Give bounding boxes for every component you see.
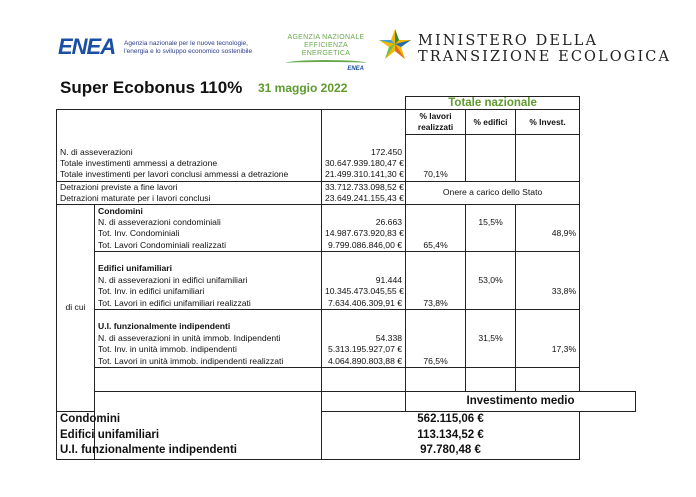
table-row [57,275,636,286]
row-label: Totale investimenti per lavori conclusi ammessi a detrazione [57,169,322,181]
header-label-spacer [57,110,322,135]
row-pct-lavori: 70,1% [406,169,466,181]
agency-mini-mark: ENEA [347,66,364,72]
table-row [57,181,636,193]
row-label: Tot. Inv. Condominiali [95,228,322,239]
row-label: Tot. Inv. in unità immob. indipendenti [95,344,322,355]
agency-line-2: EFFICIENZA ENERGETICA [301,42,351,57]
pct-invest-header: % Invest. [516,110,580,135]
pct-lavori-line-1: % lavori [419,111,452,121]
row-value: 30.647.939.180,47 € [322,158,406,169]
table-row [57,240,636,252]
row-label: N. di asseverazioni condominiali [95,217,322,228]
di-cui-label: di cui [57,205,95,411]
totale-nazionale-header: Totale nazionale [406,97,580,110]
row-pct-invest: 33,8% [516,286,580,297]
row-value: 54.338 [322,333,406,344]
row-value: 33.712.733.098,52 € [322,181,406,193]
table-row [57,344,636,355]
row-value: 4.064.890.803,88 € [322,355,406,367]
section-title-condomini: Condomini [95,205,322,217]
inv-value-indipendenti: 97.780,48 € [322,443,580,459]
pct-edifici-header: % edifici [466,110,516,135]
inv-value-unifamiliari: 113.134,52 € [322,427,580,443]
pct-lavori-header [406,110,466,135]
table-row [57,169,636,181]
agency-logo [280,34,372,72]
row-label: Tot. Lavori Condominiali realizzati [95,240,322,252]
ecobonus-table [56,96,636,460]
row-label: N. di asseverazioni in unità immob. Indipendenti [95,333,322,344]
table-row [57,217,636,228]
table-row [57,355,636,367]
row-pct-lavori: 65,4% [406,240,466,252]
row-pct-edifici: 15,5% [466,217,516,228]
row-label: Tot. Lavori in unità immob. indipendenti realizzati [95,355,322,367]
row-label: Detrazioni previste a fine lavori [57,181,322,193]
row-label: Totale investimenti ammessi a detrazione [57,158,322,169]
row-value: 9.799.086.846,00 € [322,240,406,252]
agency-line-1: AGENZIA NAZIONALE [287,34,365,41]
investimento-medio-header: Investimento medio [406,391,636,411]
table-row [57,333,636,344]
table-row [57,228,636,239]
row-value: 91.444 [322,275,406,286]
row-value: 172.450 [322,146,406,157]
ministry-logo-text [418,33,671,65]
report-date: 31 maggio 2022 [258,81,348,95]
row-label: Tot. Inv. in edifici unifamiliari [95,286,322,297]
row-pct-invest: 17,3% [516,344,580,355]
table-row [57,158,636,169]
row-label: N. di asseverazioni [57,146,322,157]
inv-label-unifamiliari: Edifici unifamiliari [57,427,95,443]
ministry-line-1: MINISTERO DELLA [418,33,599,49]
pct-lavori-line-2: realizzati [417,122,454,132]
row-value: 23.649.241.155,43 € [322,193,406,205]
inv-value-condomini: 562.115,06 € [322,411,580,427]
page-title: Super Ecobonus 110% [60,78,243,97]
section-title-indipendenti: U.I. funzionalmente indipendenti [95,321,322,332]
table-row [57,297,636,309]
section-title-unifamiliari: Edifici unifamiliari [95,263,322,274]
table-row [57,146,636,157]
ministry-star-icon [378,28,412,60]
row-value: 26.663 [322,217,406,228]
row-value: 7.634.406.309,91 € [322,297,406,309]
inv-label-condomini: Condomini [57,411,95,427]
row-value: 14.987.673.920,83 € [322,228,406,239]
inv-label-indipendenti: U.I. funzionalmente indipendenti [57,443,95,459]
row-pct-invest: 48,9% [516,228,580,239]
row-pct-lavori: 76,5% [406,355,466,367]
row-label: Tot. Lavori in edifici unifamiliari realizzati [95,297,322,309]
row-pct-lavori: 73,8% [406,297,466,309]
row-pct-edifici: 31,5% [466,333,516,344]
table-row [57,286,636,297]
onere-note: Onere a carico dello Stato [406,181,580,205]
enea-tagline: Agenzia nazionale per le nuove tecnologie, l'energia e lo sviluppo economico sostenibile [124,40,253,55]
header-value-spacer [322,110,406,135]
ministry-line-2: TRANSIZIONE ECOLOGICA [418,49,672,65]
row-value: 10.345.473.045,55 € [322,286,406,297]
row-pct-edifici: 53,0% [466,275,516,286]
header-logos [0,0,696,78]
row-label: Detrazioni maturate per i lavori conclusi [57,193,322,205]
row-value: 21.499.310.141,30 € [322,169,406,181]
enea-logo: ENEA [58,34,116,59]
row-label: N. di asseverazioni in edifici unifamiliari [95,275,322,286]
row-value: 5.313.195.927,07 € [322,344,406,355]
